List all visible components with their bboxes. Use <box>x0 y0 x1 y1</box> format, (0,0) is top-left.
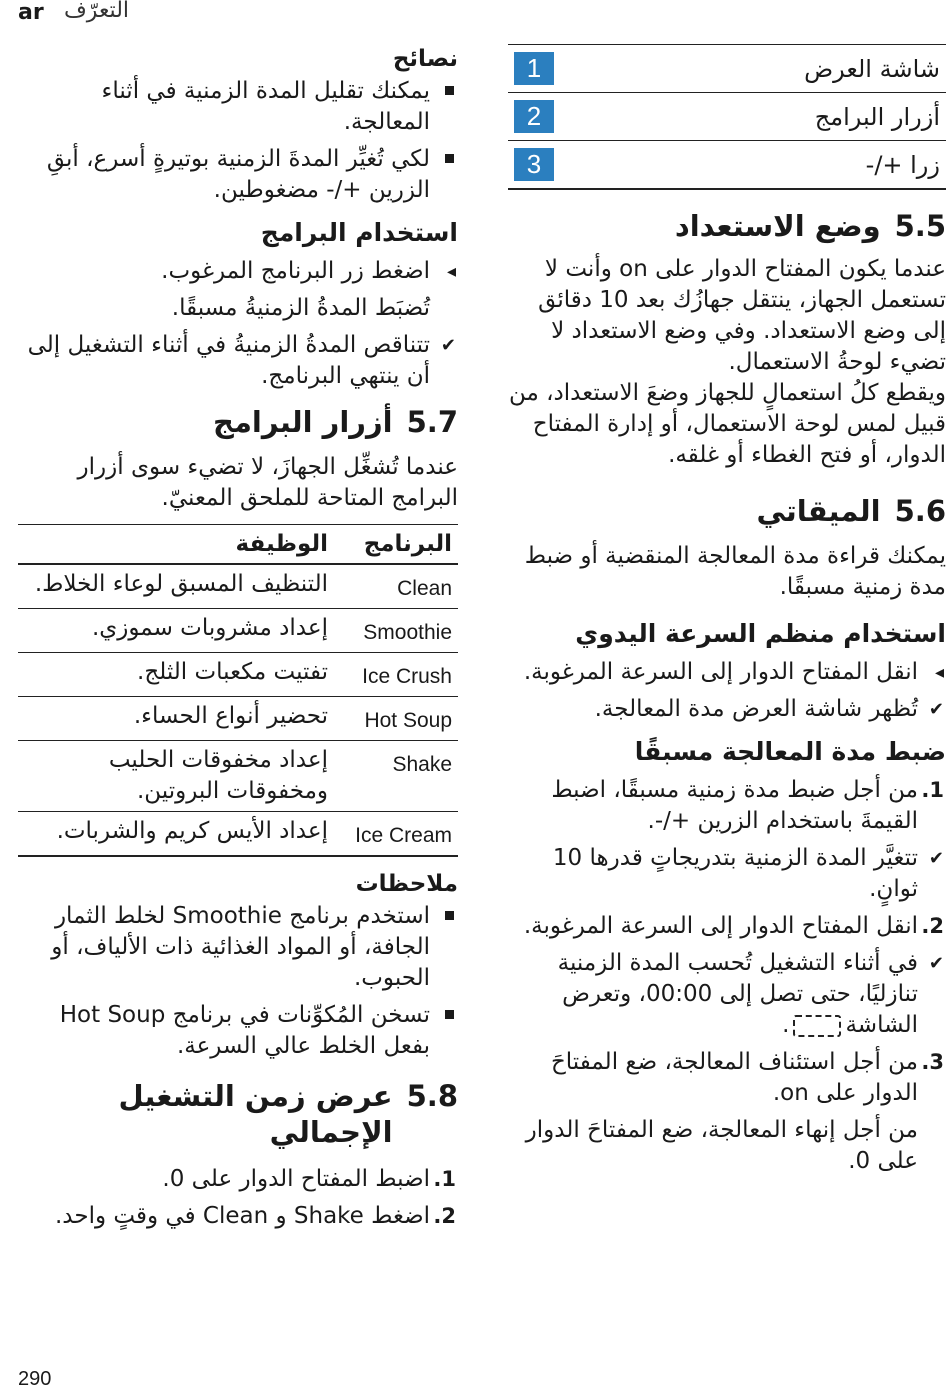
program-name: Hot Soup <box>334 697 458 741</box>
left-column <box>18 44 458 1238</box>
legend-label: أزرار البرامج <box>814 102 940 131</box>
list-item <box>18 901 458 994</box>
column-header-function: الوظيفة <box>18 525 334 565</box>
step-arrow-icon: ◂ <box>934 662 944 683</box>
program-function: التنظيف المسبق لوعاء الخلاط. <box>18 564 334 609</box>
table-row <box>18 609 458 653</box>
list-item <box>508 948 946 1041</box>
square-bullet-icon <box>445 86 454 95</box>
list-item <box>18 1164 458 1195</box>
list-item <box>18 144 458 206</box>
column-header-program: البرنامج <box>334 525 458 565</box>
list-item <box>18 330 458 392</box>
section-title: عرض زمن التشغيل الإجمالي <box>118 1079 393 1149</box>
section-heading-total-runtime <box>18 1078 458 1150</box>
step-text: انقل المفتاح الدوار إلى السرعة المرغوبة. <box>523 913 918 939</box>
check-icon: ✔ <box>928 699 944 720</box>
section-heading-program-buttons <box>18 404 458 440</box>
list-item <box>508 657 946 688</box>
table-row <box>18 697 458 741</box>
program-function: إعداد مشروبات سموزي. <box>18 609 334 653</box>
section-number: 5.8 <box>406 1079 458 1113</box>
list-item <box>18 76 458 138</box>
tips-list <box>18 76 458 206</box>
section-heading-standby <box>508 208 946 244</box>
section-header: التعرّف <box>64 0 130 23</box>
paragraph: عندما تُشغِّل الجهازَ، لا تضيء سوى أزرار البرامج المتاحة للملحق المعنيّ. <box>77 454 458 511</box>
square-bullet-icon <box>445 154 454 163</box>
table-row <box>18 653 458 697</box>
instruction-list <box>508 775 946 1109</box>
check-icon: ✔ <box>928 848 944 869</box>
step-number: 2. <box>433 1204 456 1228</box>
step-text: من أجل ضبط مدة زمنية مسبقًا، اضبط القيمةَ باستخدام الزرين +/-. <box>551 777 918 834</box>
notes-list <box>18 901 458 1062</box>
program-name: Ice Cream <box>334 812 458 857</box>
section-number: 5.7 <box>406 405 458 439</box>
note-text: استخدم برنامج Smoothie لخلط الثمار الجافة، أو المواد الغذائية ذات الألياف، أو الحبوب. <box>51 903 430 991</box>
result-text: في أثناء التشغيل تُحسب المدة الزمنية تنازليًا، حتى تصل إلى 00:00، وتعرض الشاشة <box>557 950 918 1038</box>
notes-heading: ملاحظات <box>355 871 458 897</box>
step-number: 2. <box>921 914 944 938</box>
subheading: ضبط مدة المعالجة مسبقًا <box>634 737 946 766</box>
list-item <box>18 1000 458 1062</box>
list-item <box>508 694 946 725</box>
result-text: تُظهر شاشة العرض مدة المعالجة. <box>594 696 918 722</box>
legend-label: شاشة العرض <box>804 54 940 83</box>
program-function: تفتيت مكعبات الثلج. <box>18 653 334 697</box>
table-row <box>18 812 458 857</box>
table-header-row <box>18 525 458 565</box>
right-column <box>508 44 946 1177</box>
section-title: وضع الاستعداد <box>674 209 881 243</box>
square-bullet-icon <box>445 1010 454 1019</box>
tips-heading: نصائح <box>392 46 458 72</box>
list-item <box>508 911 946 942</box>
section-number: 5.6 <box>894 494 946 528</box>
paragraph: عندما يكون المفتاح الدوار على on وأنت لا تستعمل الجهاز، ينتقل جهازُك بعد 10 دقائق إلى وضع الاستعداد. وفي وضع الاستعداد لا تضيء لوحةُ الاستعمال. <box>538 256 946 375</box>
page-number: 290 <box>18 1368 52 1390</box>
section-title: أزرار البرامج <box>213 405 393 439</box>
table-row <box>18 741 458 812</box>
paragraph: من أجل إنهاء المعالجة، ضع المفتاحَ الدوار على 0. <box>525 1117 918 1174</box>
subheading: استخدام منظم السرعة اليدوي <box>575 619 946 648</box>
step-text: اضغط زر البرنامج المرغوب. <box>161 258 430 284</box>
legend-number-badge: 2 <box>514 100 554 133</box>
legend-row <box>508 93 946 141</box>
step-arrow-icon: ◂ <box>446 261 456 282</box>
legend-row <box>508 45 946 93</box>
step-number: 1. <box>921 778 944 802</box>
step-text: انقل المفتاح الدوار إلى السرعة المرغوبة. <box>523 659 918 685</box>
step-text: من أجل استئناف المعالجة، ضع المفتاحَ الدوار على on. <box>550 1049 918 1106</box>
step-text: اضغط Shake و Clean في وقتٍ واحد. <box>55 1203 430 1229</box>
check-icon: ✔ <box>440 335 456 356</box>
dashed-display-icon <box>793 1015 841 1037</box>
program-function: إعداد الأيس كريم والشربات. <box>18 812 334 857</box>
program-name: Ice Crush <box>334 653 458 697</box>
legend-number-badge: 1 <box>514 52 554 85</box>
step-number: 1. <box>433 1167 456 1191</box>
list-item <box>508 1047 946 1109</box>
result-text-end: . <box>782 1012 790 1038</box>
list-item <box>18 293 458 324</box>
list-item <box>18 1201 458 1232</box>
program-function: إعداد مخفوقات الحليب ومخفوقات البروتين. <box>18 741 334 812</box>
program-name: Clean <box>334 564 458 609</box>
instruction-list <box>508 657 946 725</box>
section-heading-timer <box>508 493 946 529</box>
legend-number-badge: 3 <box>514 148 554 181</box>
list-item <box>508 775 946 837</box>
legend-table <box>508 44 946 190</box>
paragraph: يمكنك قراءة مدة المعالجة المنقضية أو ضبط مدة زمنية مسبقًا. <box>524 543 946 600</box>
language-code: ar <box>18 0 44 25</box>
square-bullet-icon <box>445 911 454 920</box>
section-number: 5.5 <box>894 209 946 243</box>
instruction-list <box>18 1164 458 1232</box>
legend-row <box>508 141 946 190</box>
programs-table <box>18 524 458 857</box>
section-title: الميقاتي <box>756 494 881 528</box>
note-text: تسخن المُكوِّنات في برنامج Hot Soup بفعل الخلط عالي السرعة. <box>59 1002 430 1059</box>
instruction-list <box>18 256 458 392</box>
tip-text: لكي تُغيِّر المدةَ الزمنية بوتيرةٍ أسرع، أبقِ الزرين +/- مضغوطين. <box>46 146 430 203</box>
result-text: تتغيَّر المدة الزمنية بتدريجاتٍ قدرها 10 ثوانٍ. <box>552 845 918 902</box>
list-item <box>18 256 458 287</box>
paragraph: ويقطع كلُ استعمالٍ للجهاز وضعَ الاستعداد، من قبيل لمس لوحة الاستعمال، أو إدارة المفتاح الدوار، أو فتح الغطاء أو غلقه. <box>508 380 946 468</box>
result-text: تتناقص المدةُ الزمنيةُ في أثناء التشغيل إلى أن ينتهي البرنامج. <box>27 332 430 389</box>
legend-label: زرا +/- <box>865 150 940 179</box>
subheading: استخدام البرامج <box>260 218 458 247</box>
program-name: Shake <box>334 741 458 812</box>
info-text: تُضبَط المدةُ الزمنيةُ مسبقًا. <box>171 295 430 321</box>
program-function: تحضير أنواع الحساء. <box>18 697 334 741</box>
program-name: Smoothie <box>334 609 458 653</box>
table-row <box>18 564 458 609</box>
step-text: اضبط المفتاح الدوار على 0. <box>162 1166 430 1192</box>
list-item <box>508 843 946 905</box>
tip-text: يمكنك تقليل المدة الزمنية في أثناء المعالجة. <box>101 78 430 135</box>
step-number: 3. <box>921 1050 944 1074</box>
check-icon: ✔ <box>928 953 944 974</box>
